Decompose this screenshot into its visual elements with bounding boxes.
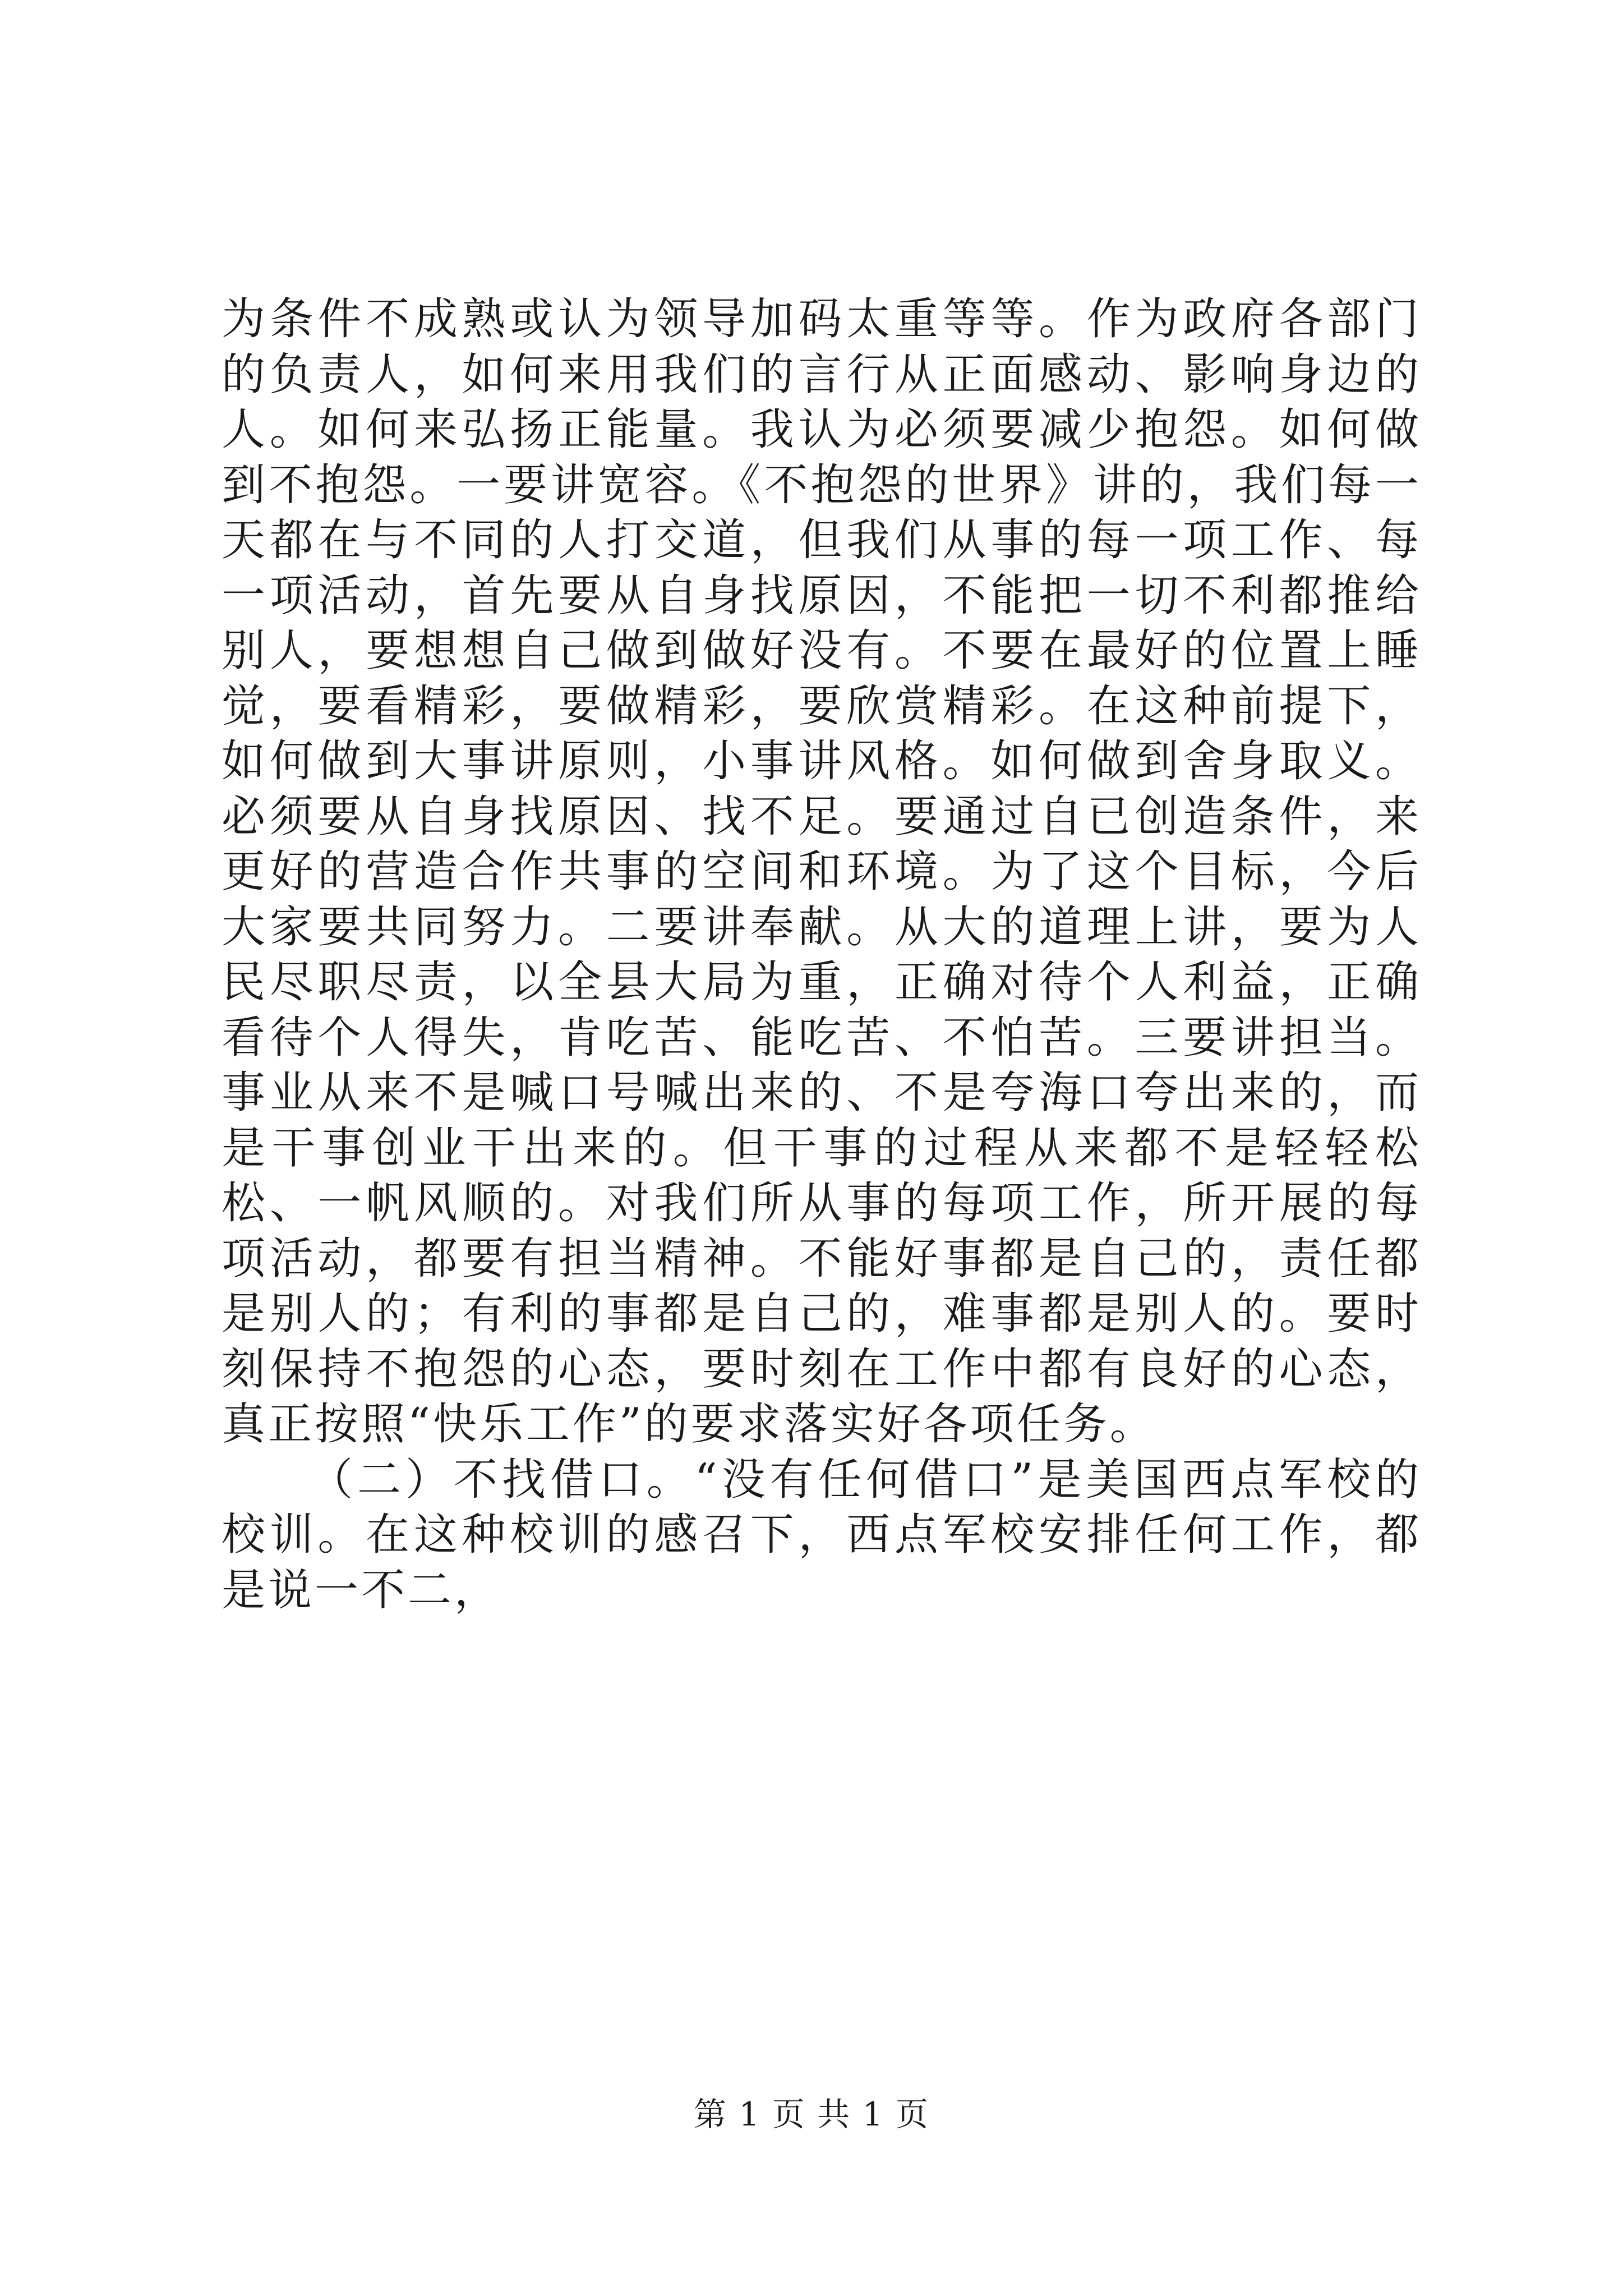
- page-footer: 第 1 页 共 1 页: [694, 2095, 929, 2133]
- paragraph-1: 为条件不成熟或认为领导加码太重等等。作为政府各部门的负责人，如何来用我们的言行从正面感动、影响身边的人。如何来弘扬正能量。我认为必须要减少抱怨。如何做到不抱怨。一要讲宽容。《不抱怨的世界》讲的，我们每一天都在与不同的人打交道，但我们从事的每一项工作、每一项活动，首先要从自身找原因，不能把一切不利都推给别人，要想想自己做到做好没有。不要在最好的位置上睡觉，要看精彩，要做精彩，要欣赏精彩。在这种前提下，如何做到大事讲原则，小事讲风格。如何做到舍身取义。必须要从自身找原因、找不足。要通过自已创造条件，来更好的营造合作共事的空间和环境。为了这个目标，今后大家要共同努力。二要讲奉献。从大的道理上讲，要为人民尽职尽责，以全县大局为重，正确对待个人利益，正确看待个人得失，肯吃苦、能吃苦、不怕苦。三要讲担当。事业从来不是喊口号喊出来的、不是夸海口夸出来的，而是干事创业干出来的。但干事的过程从来都不是轻轻松松、一帆风顺的。对我们所从事的每项工作，所开展的每项活动，都要有担当精神。不能好事都是自己的，责任都是别人的；有利的事都是自己的，难事都是别人的。要时刻保持不抱怨的心态，要时刻在工作中都有良好的心态，真正按照“快乐工作”的要求落实好各项任务。: [222, 294, 1422, 1450]
- document-body: [222, 292, 1422, 1618]
- paragraph-2: （二）不找借口。“没有任何借口”是美国西点军校的校训。在这种校训的感召下，西点军校安排任何工作，都是说一不二，: [222, 1454, 1422, 1616]
